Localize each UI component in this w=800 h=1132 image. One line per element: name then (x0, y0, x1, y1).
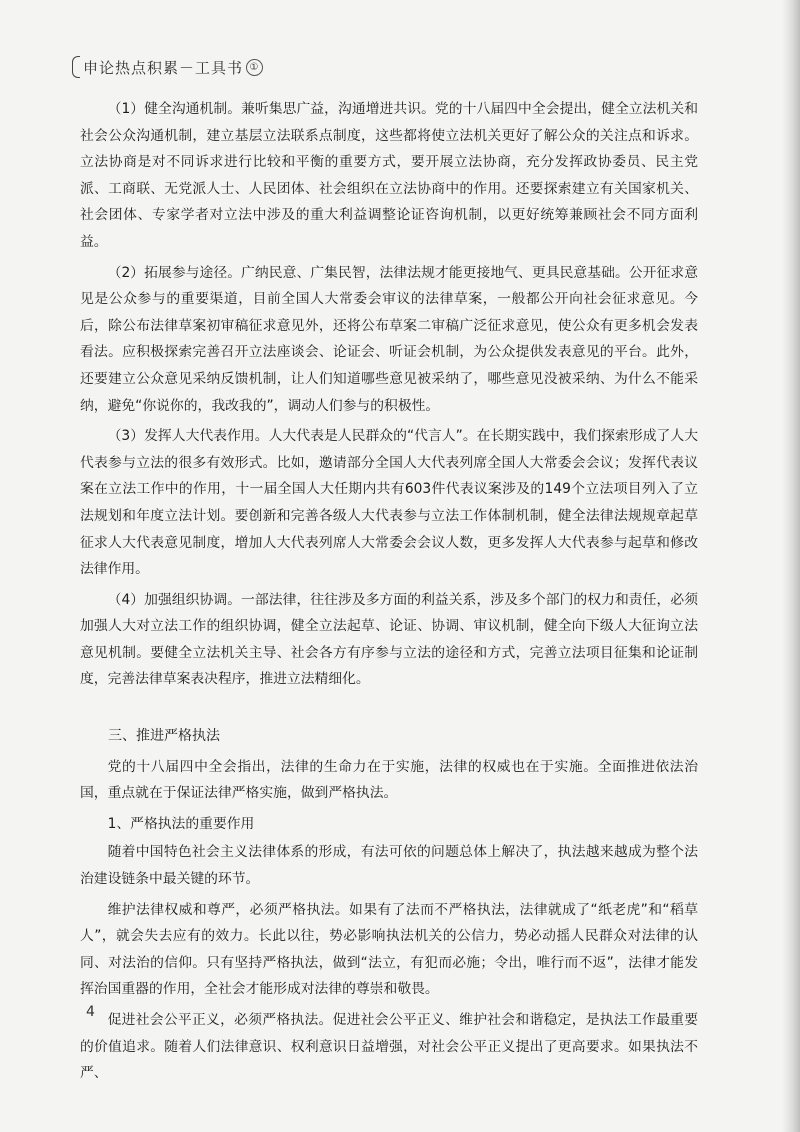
header-circle-mark: ① (246, 59, 263, 76)
header-bracket (72, 56, 80, 78)
running-header (72, 56, 263, 78)
page-edge-shadow (782, 0, 800, 1132)
paragraph-3: （3）发挥人大代表作用。人大代表是人民群众的“代言人”。在长期实践中，我们探索形成了人大代表参与立法的很多有效形式。比如，邀请部分全国人大代表列席全国人大常委会会议；发挥代表议案在立法工作中的作用，十一届全国人大任期内共有603件代表议案涉及的149个立法项目列入了立法规划和年度立法计划。要创新和完善各级人大代表参与立法工作体制机制，健全法律法规规章起草征求人大代表意见制度，增加人大代表列席人大常委会会议人数，更多发挥人大代表参与起草和修改法律作用。 (80, 428, 698, 578)
paragraph-2: （2）拓展参与途径。广纳民意、广集民智，法律法规才能更接地气、更具民意基础。公开征求意见是公众参与的重要渠道，目前全国人大常委会审议的法律草案，一般都公开向社会征求意见。今后，除公布法律草案初审稿征求意见外，还将公布草案二审稿广泛征求意见，使公众有更多机会发表看法。应积极探索完善召开立法座谈会、论证会、听证会机制，为公众提供发表意见的平台。此外，还要建立公众意见采纳反馈机制，让人们知道哪些意见被采纳了，哪些意见没被采纳、为什么不能采纳，避免“你说你的，我改我的”，调动人们参与的积极性。 (80, 264, 698, 414)
body-text (80, 96, 698, 1087)
paragraph-1: （1）健全沟通机制。兼听集思广益，沟通增进共识。党的十八届四中全会提出，健全立法机关和社会公众沟通机制，建立基层立法联系点制度，这些都将使立法机关更好了解公众的关注点和诉求。立法协商是对不同诉求进行比较和平衡的重要方式，要开展立法协商，充分发挥政协委员、民主党派、工商联、无党派人士、人民团体、社会组织在立法协商中的作用。还要探索建立有关国家机关、社会团体、专家学者对立法中涉及的重大利益调整论证咨询机制，以更好统筹兼顾社会不同方面利益。 (80, 101, 698, 250)
paragraph-7: 维护法律权威和尊严，必须严格执法。如果有了法而不严格执法，法律就成了“纸老虎”和“稻草人”，就会失去应有的效力。长此以往，势必影响执法机关的公信力，势必动摇人民群众对法律的认同、对法治的信仰。只有坚持严格执法，做到“法立，有犯而必施；令出，唯行而不返”，法律才能发挥治国重器的作用，全社会才能形成对法律的尊崇和敬畏。 (80, 901, 698, 998)
paragraph-5: 党的十八届四中全会指出，法律的生命力在于实施，法律的权威也在于实施。全面推进依法治国，重点就在于保证法律严格实施，做到严格执法。 (80, 758, 698, 802)
paragraph-8: 促进社会公平正义，必须严格执法。促进社会公平正义、维护社会和谐稳定，是执法工作最重要的价值追求。随着人们法律意识、权利意识日益增强，对社会公平正义提出了更高要求。如果执法不严、 (80, 1012, 698, 1082)
paragraph-4: （4）加强组织协调。一部法律，往往涉及多方面的利益关系，涉及多个部门的权力和责任，必须加强人大对立法工作的组织协调，健全立法起草、论证、协调、审议机制，健全向下级人大征询立法意见机制。要健全立法机关主导、社会各方有序参与立法的途径和方式，完善立法项目征集和论证制度，完善法律草案表决程序，推进立法精细化。 (80, 591, 698, 688)
subsection-1-heading: 1、严格执法的重要作用 (107, 815, 255, 832)
paragraph-6: 随着中国特色社会主义法律体系的形成，有法可依的问题总体上解决了，执法越来越成为整个法治建设链条中最关键的环节。 (80, 844, 698, 888)
header-title: 申论热点积累－工具书 (83, 58, 244, 77)
section-3-heading: 三、推进严格执法 (108, 728, 220, 745)
page-number: 4 (86, 1004, 95, 1020)
